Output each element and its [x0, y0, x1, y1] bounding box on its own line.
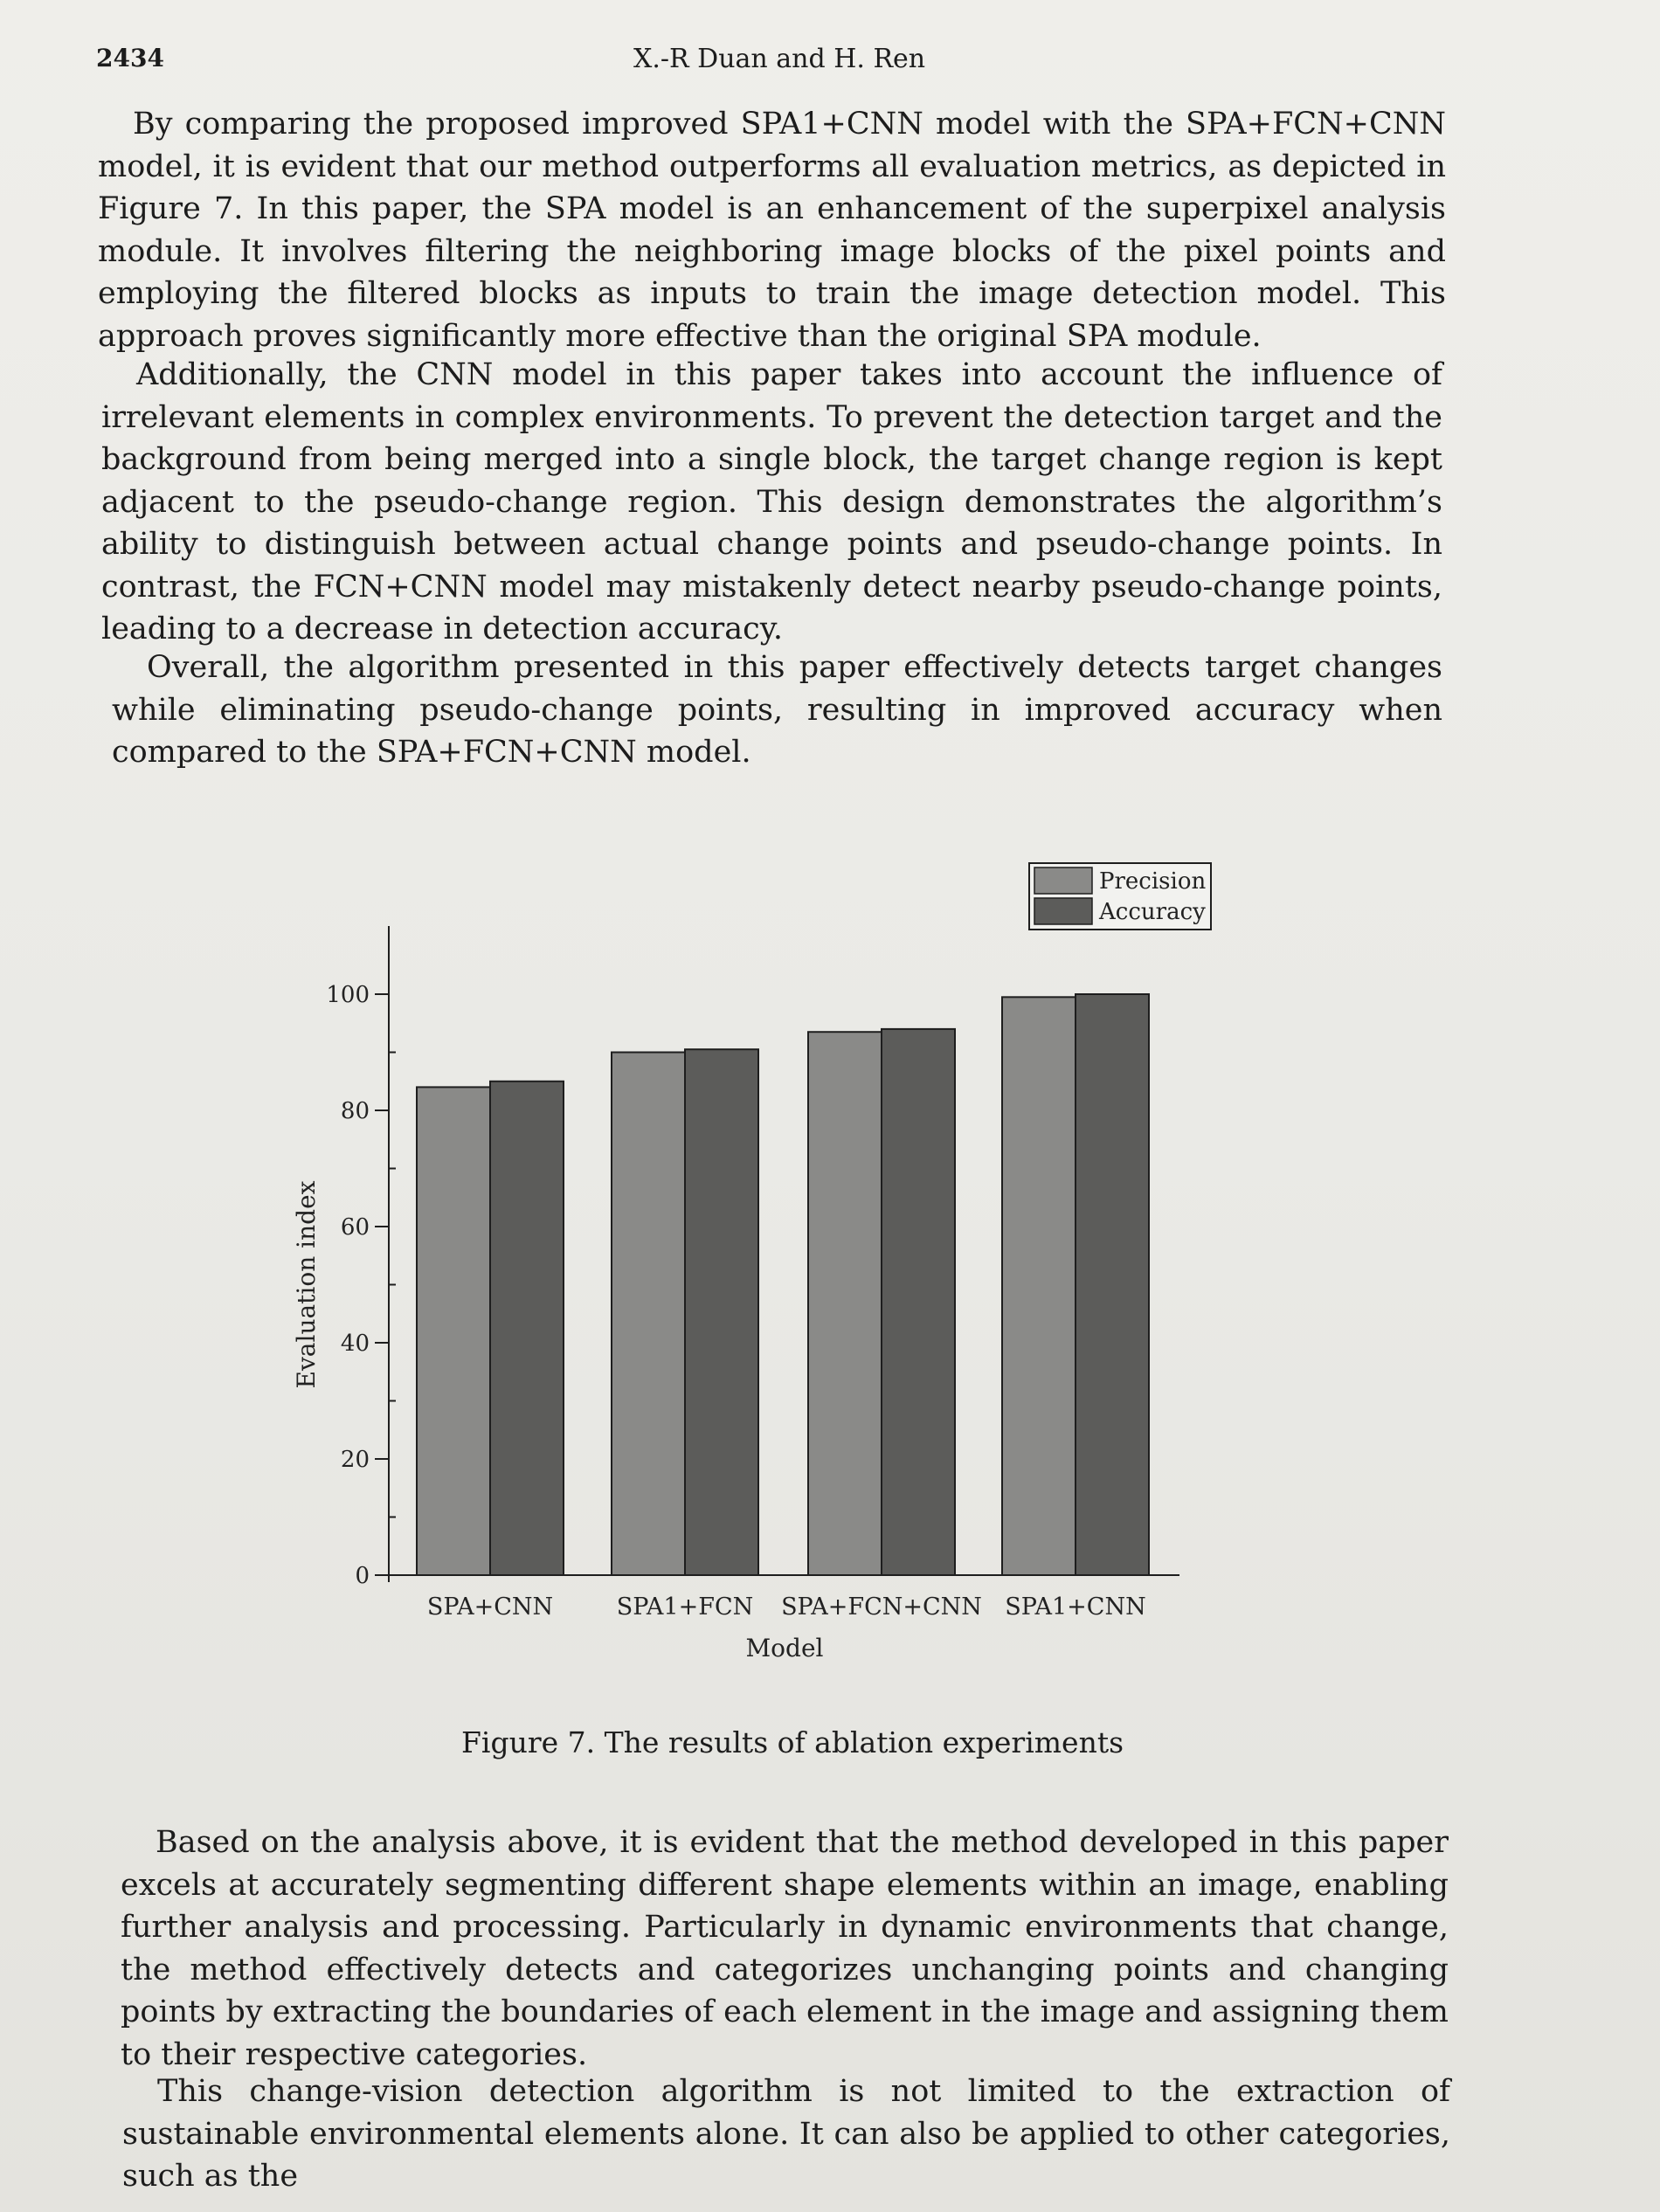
bar-precision-spa-cnn	[417, 1087, 490, 1575]
x-tick-label: SPA1+FCN	[616, 1593, 754, 1621]
legend-swatch-precision	[1034, 868, 1092, 894]
bar-accuracy-spa-fcn-cnn	[882, 1029, 955, 1575]
y-tick-label: 60	[340, 1214, 370, 1241]
y-tick-label: 20	[340, 1447, 370, 1473]
y-tick-label: 40	[340, 1331, 370, 1357]
x-tick-label: SPA1+CNN	[1005, 1593, 1146, 1621]
bar-precision-spa1-cnn	[1002, 997, 1076, 1575]
bar-accuracy-spa1-fcn	[685, 1049, 758, 1575]
paragraph-change-vision: This change-vision detection algorithm is not limited to the extraction of sustainable environmental elements alone. It can also be applied to other categories, such as the	[122, 2074, 1450, 2194]
bar-precision-spa1-fcn	[612, 1053, 685, 1576]
legend-label-accuracy: Accuracy	[1099, 899, 1206, 925]
chart-bars	[417, 994, 1149, 1575]
y-tick-label: 100	[326, 982, 370, 1008]
y-tick-label: 80	[340, 1098, 370, 1124]
page-number: 2434	[96, 44, 164, 73]
x-tick-label: SPA+FCN+CNN	[781, 1593, 982, 1621]
y-tick-label: 0	[355, 1563, 370, 1589]
legend-label-precision: Precision	[1099, 868, 1207, 895]
bar-accuracy-spa1-cnn	[1076, 994, 1149, 1575]
ablation-bar-chart	[262, 856, 1258, 1677]
paragraph-comparison: By comparing the proposed improved SPA1+CNN model with the SPA+FCN+CNN model, it is evident that our method outperforms all evaluation metrics, as depicted in Figure 7. In this paper, the SPA model is an enhancement of the superpixel analysis module. It involves filtering the neighboring image blocks of the pixel points and employing the filtered blocks as inputs to train the image detection model. This approach proves significantly more effective than the original SPA module.	[98, 107, 1446, 354]
paragraph-cnn-model: Additionally, the CNN model in this paper takes into account the influence of irrelevant elements in complex environments. To prevent the detection target and the background from being merged into a single block, the target change region is kept adjacent to the pseudo-change region. This design demonstrates the algorithm’s ability to distinguish between actual change points and pseudo-change points. In contrast, the FCN+CNN model may mistakenly detect nearby pseudo-change points, leading to a decrease in detection accuracy.	[101, 357, 1442, 646]
y-axis-title: Evaluation index	[292, 1180, 321, 1389]
bar-accuracy-spa-cnn	[490, 1082, 564, 1575]
legend-swatch-accuracy	[1034, 898, 1092, 924]
chart-legend	[1029, 863, 1211, 930]
figure-caption: Figure 7. The results of ablation experiments	[461, 1725, 1124, 1759]
paragraph-analysis: Based on the analysis above, it is evident that the method developed in this paper excels at accurately segmenting different shape elements within an image, enabling further analysis and processing. Particularly in dynamic environments that change, the method effectively detects and categorizes unchanging points and changing points by extracting the boundaries of each element in the image and assigning them to their respective categories.	[121, 1825, 1449, 2072]
x-axis-title: Model	[745, 1634, 824, 1662]
paragraph-overall: Overall, the algorithm presented in this paper effectively detects target changes while eliminating pseudo-change points, resulting in improved accuracy when compared to the SPA+FCN+CNN model.	[112, 650, 1442, 770]
bar-precision-spa-fcn-cnn	[808, 1032, 882, 1575]
x-tick-label: SPA+CNN	[426, 1593, 554, 1621]
running-header-authors: X.-R Duan and H. Ren	[633, 44, 926, 74]
